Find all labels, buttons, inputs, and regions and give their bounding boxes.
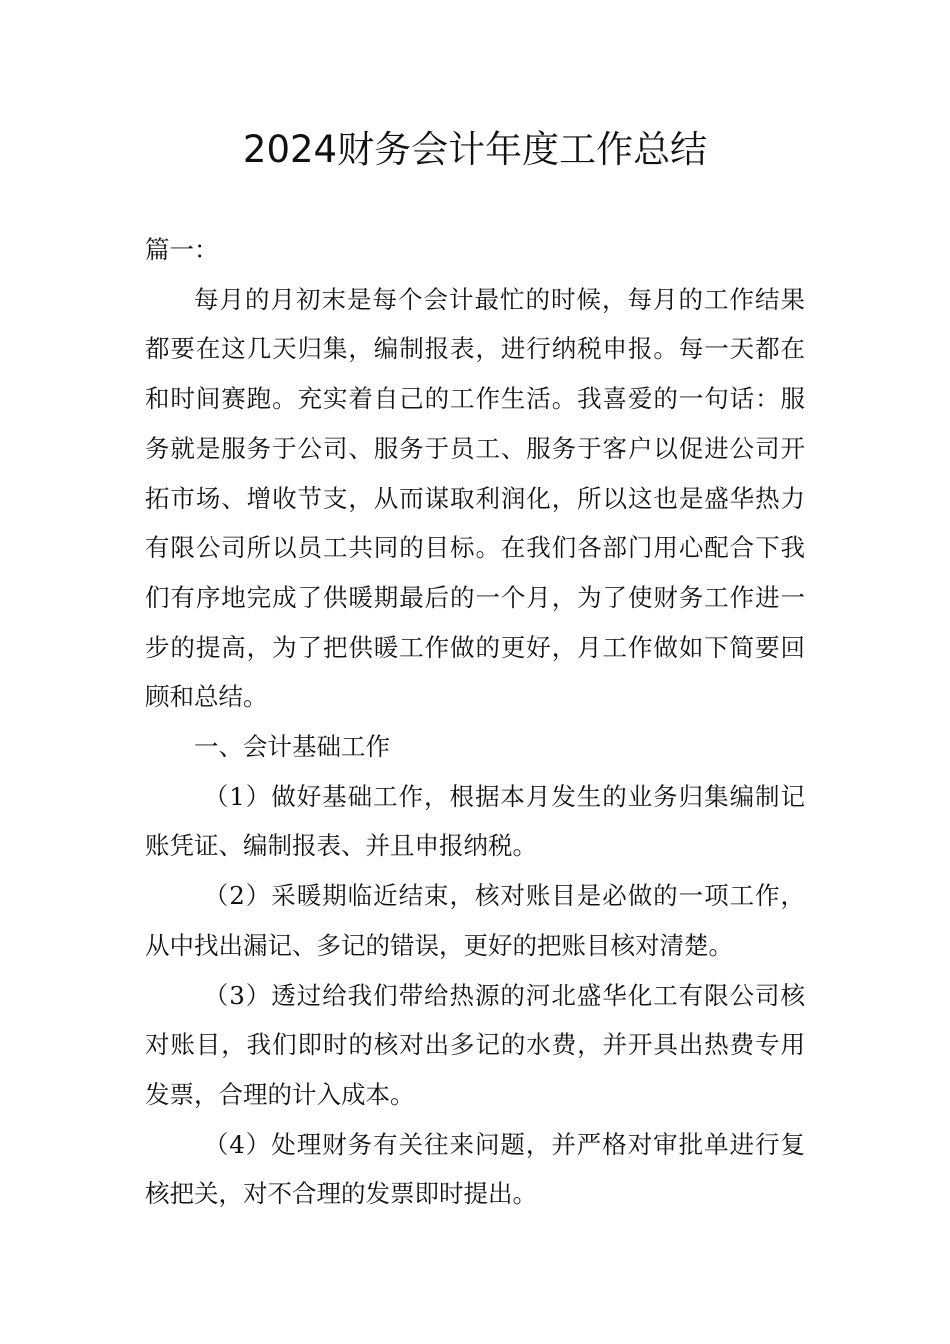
document-title: 2024财务会计年度工作总结	[242, 128, 708, 171]
list-item: （1）做好基础工作，根据本月发生的业务归集编制记账凭证、编制报表、并且申报纳税。	[145, 781, 805, 861]
list-item: （4）处理财务有关往来问题，并严格对审批单进行复核把关，对不合理的发票即时提出。	[145, 1129, 805, 1209]
list-item: （2）采暖期临近结束，核对账目是必做的一项工作，从中找出漏记、多记的错误，更好的把账目核对清楚。	[145, 881, 805, 960]
section-heading: 一、会计基础工作	[194, 732, 390, 762]
document-body	[145, 225, 805, 1219]
section-label: 篇一：	[145, 235, 219, 264]
list-item: （3）透过给我们带给热源的河北盛华化工有限公司核对账目，我们即时的核对出多记的水费，并开具出热费专用发票，合理的计入成本。	[145, 980, 805, 1109]
intro-paragraph: 每月的月初末是每个会计最忙的时候，每月的工作结果都要在这几天归集，编制报表，进行纳税申报。每一天都在和时间赛跑。充实着自己的工作生活。我喜爱的一句话：服务就是服务于公司、服务于员工、服务于客户以促进公司开拓市场、增收节支，从而谋取利润化，所以这也是盛华热力有限公司所以员工共同的目标。在我们各部门用心配合下我们有序地完成了供暖期最后的一个月，为了使财务工作进一步的提高，为了把供暖工作做的更好，月工作做如下简要回顾和总结。	[145, 284, 805, 712]
